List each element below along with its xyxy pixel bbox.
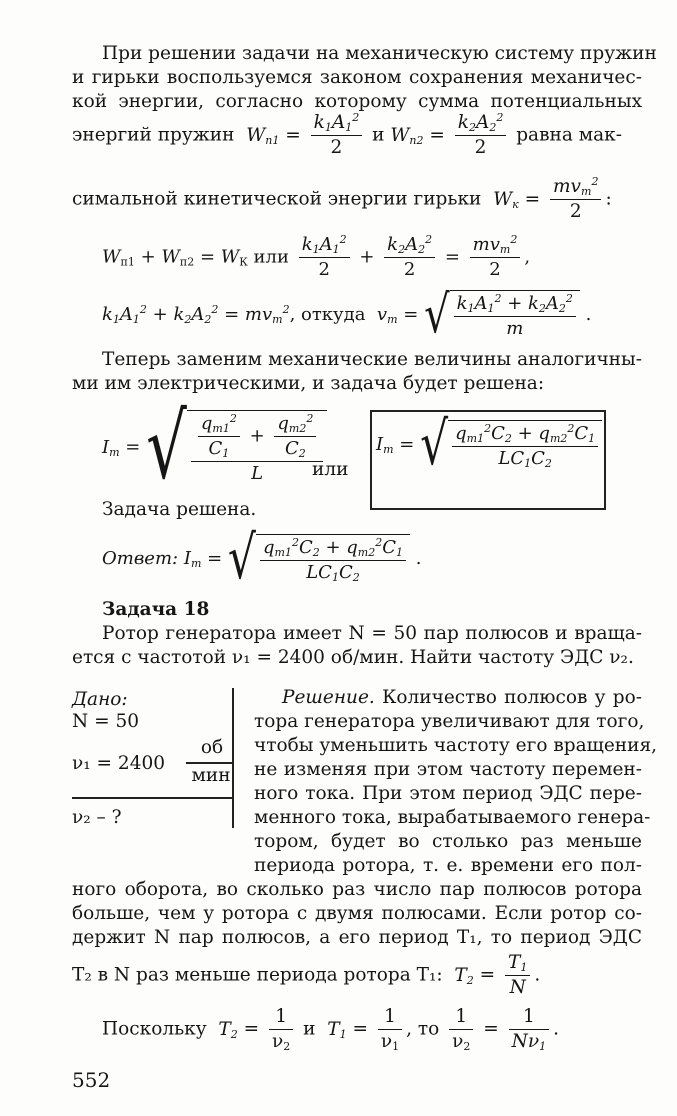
answer-line: Ответ: $I_m$ = √ $\frac{q_{m1}^2C_2 + q_{m2}^2C_1}{LC_1C_2}$ . <box>102 523 422 593</box>
solution-line-3: чтобы уменьшить частоту его вращения, <box>254 735 657 756</box>
task-title: Задача 18 <box>102 599 210 620</box>
given-vertical-line <box>232 688 234 828</box>
text-then: , то <box>406 1018 440 1040</box>
replace-line-1: Теперь заменим механические величины аналогичны- <box>102 349 642 370</box>
task-line-1: Ротор генератора имеет N = 50 пар полюсов и враща- <box>102 623 642 644</box>
solution-line-4: не изменяя при этом частоту перемен- <box>254 759 642 780</box>
text-or-2: или <box>312 459 349 480</box>
page-number: 552 <box>72 1068 111 1092</box>
solution-line-5: ного тока. При этом период ЭДС пере- <box>254 783 642 804</box>
intro-line-3: кой энергии, согласно которому сумма потенциальных <box>72 91 642 112</box>
intro-line-4 <box>72 112 622 159</box>
solution-line-1 <box>282 686 642 710</box>
given-nu1: ν₁ = 2400 <box>72 753 166 774</box>
answer-label: Ответ: <box>102 548 179 569</box>
solution-line-6: менного тока, вырабатываемого генера- <box>254 807 651 828</box>
solution-lead: Решение. <box>282 687 375 708</box>
frac-mv: $\frac{mv_m^2}{2}$ <box>550 176 601 223</box>
solution-line-12: T₂ в N раз меньше периода ротора T₁: $T_2$ = $\frac{T_1}{N}$ . <box>72 952 541 998</box>
text-and-2: и <box>303 1018 316 1040</box>
frac-k2a2: $\frac{k_2A_2^2}{2}$ <box>455 112 507 159</box>
boxed-formula: $I_m$ = √ $\frac{q_{m1}^2C_2 + q_{m2}^2C_1}{LC_1C_2}$ <box>376 420 602 470</box>
text-energy-springs: энергий пружин <box>72 124 235 146</box>
text-since: Поскольку <box>102 1018 207 1040</box>
given-label: Дано: <box>72 689 128 710</box>
replace-line-2: ми им электрическими, и задача будет решена: <box>72 373 545 394</box>
solution-line-9: ного оборота, во сколько раз число пар полюсов ротора <box>72 879 642 900</box>
intro-line-2: и гирьки воспользуемся законом сохранения механичес- <box>72 67 642 88</box>
task-line-2: ется с частотой ν₁ = 2400 об/мин. Найти частоту ЭДС ν₂. <box>72 647 634 668</box>
solution-l1: Количество полюсов у ро- <box>382 687 642 708</box>
solution-line-11: держит N пар полюсов, а его период T₁, то период ЭДС <box>72 927 642 948</box>
formula-wp1: $W_{п1}$ = <box>240 124 301 147</box>
solution-line-10: больше, чем у ротора с двумя полюсами. Если ротор со- <box>72 903 642 924</box>
intro-line-5: симальной кинетической энергии гирьки $W_к$ = $\frac{mv_m^2}{2}$ : <box>72 175 612 222</box>
intro-line-1: При решении задачи на механическую систему пружин <box>102 43 657 64</box>
frac-k1a1: $\frac{k_1A_1^2}{2}$ <box>311 112 363 159</box>
current-formula-1: $I_m$ = √ $\frac{q_{m1}^2}{C_1}$ + $\frac{q_{m2}^2}{C_2}$ L <box>102 410 327 485</box>
text-and: и <box>372 124 385 146</box>
given-divider <box>72 797 232 799</box>
text-max-kinetic: симальной кинетической энергии гирьки <box>72 188 482 210</box>
solution-l12: T₂ в N раз меньше периода ротора T₁: <box>72 964 443 986</box>
given-unit-num: об <box>200 737 224 758</box>
text-or-1: или <box>253 246 289 268</box>
velocity-equation: $k_1A_1^2 + k_2A_2^2 = mv_m^2$, откуда $v_m$ = √ $\frac{k_1A_1^2 + k_2A_2^2}{m}$ . <box>102 285 592 345</box>
given-n: N = 50 <box>72 711 139 732</box>
text-equals-max: равна мак- <box>516 124 622 146</box>
solution-line-2: тора генератора увеличивают для того, <box>254 711 645 732</box>
solution-line-8: периода ротора, т. е. времени его пол- <box>254 855 642 876</box>
text-solved: Задача решена. <box>102 499 257 520</box>
solution-line-13: Поскольку $T_2$ = $\frac{1}{\nu_2}$ и $T_1$ = $\frac{1}{\nu_1}$ , то $\frac{1}{\nu_2}$ = $\frac{1}{N\nu_1}$ . <box>102 1006 559 1053</box>
text-whence: , откуда <box>289 304 366 325</box>
solution-line-7: тором, будет во столько раз меньше <box>254 831 642 852</box>
energy-equation: $W_{п1} + W_{п2} = W_К$ или $\frac{k_1A_1^2}{2}$ + $\frac{k_2A_2^2}{2}$ = $\frac{mv_m^2}{2}$ , <box>102 233 531 280</box>
formula-wp2: $W_{п2}$ = <box>390 124 445 147</box>
formula-wk: $W_к$ = <box>487 188 541 211</box>
given-unit-den: мин <box>191 765 231 786</box>
given-find: ν₂ – ? <box>72 807 122 828</box>
